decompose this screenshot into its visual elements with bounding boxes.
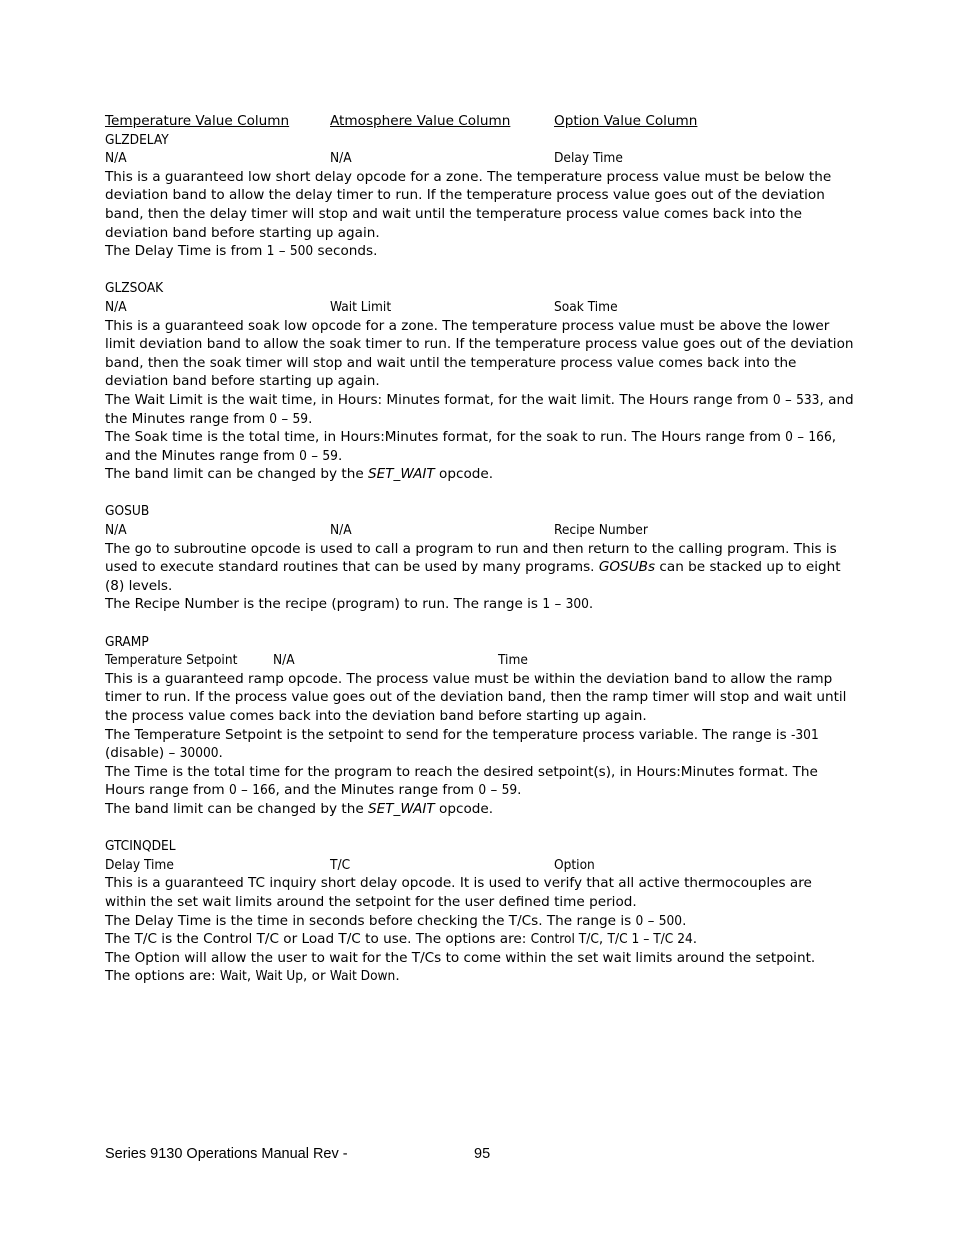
option-value: Time: [498, 652, 528, 669]
tc-options: The T/C is the Control T/C or Load T/C to use. The options are: Control T/C, T/C 1 – T/C 24.: [105, 931, 698, 948]
opcode-name: GTCINQDEL: [105, 838, 176, 855]
atmosphere-value: T/C: [330, 856, 351, 873]
wait-limit-range: The Wait Limit is the wait time, in Hours: Minutes format, for the wait limit. The Hours range from 0 – 533, and the Minutes range from 0 – 59.: [105, 391, 854, 427]
temperature-value: N/A: [105, 522, 127, 539]
option-value: Option: [554, 856, 595, 873]
option-values: The options are: Wait, Wait Up, or Wait Down.: [105, 968, 400, 985]
option-value: Delay Time: [554, 150, 623, 167]
opcode-description: This is a guaranteed low short delay opcode for a zone. The temperature process value must be below the deviation band to allow the delay timer to run. If the temperature process value goes out of the deviation band, then the delay timer will stop and wait until the temperature process value comes back into the deviation band before starting up again.: [105, 168, 832, 241]
atmosphere-value: N/A: [330, 522, 352, 539]
opcode-columns: [105, 149, 855, 168]
opcode-columns: [105, 856, 855, 875]
atmosphere-column-header: Atmosphere Value Column: [330, 113, 511, 129]
option-column-header: Option Value Column: [554, 113, 698, 129]
atmosphere-value: N/A: [273, 652, 295, 669]
footer-manual-title: Series 9130 Operations Manual Rev -: [105, 1146, 348, 1162]
recipe-number-range: The Recipe Number is the recipe (program) to run. The range is 1 – 300.: [105, 596, 594, 613]
opcode-columns: [105, 298, 855, 317]
option-value: Recipe Number: [554, 522, 648, 539]
opcode-name: GRAMP: [105, 633, 149, 650]
option-value: Soak Time: [554, 298, 618, 315]
temperature-column-header: Temperature Value Column: [105, 113, 290, 129]
option-description: The Option will allow the user to wait for the T/Cs to come within the set wait limits around the setpoint.: [105, 949, 816, 966]
opcode-description: This is a guaranteed TC inquiry short delay opcode. It is used to verify that all active thermocouples are within the set wait limits around the setpoint for the user defined time period.: [105, 875, 812, 910]
delay-time-range: The Delay Time is from 1 – 500 seconds.: [105, 243, 378, 260]
opcode-gramp: [105, 633, 855, 819]
time-range: The Time is the total time for the program to reach the desired setpoint(s), in Hours:Minutes format. The Hours range from 0 – 166, and the Minutes range from 0 – 59.: [105, 763, 818, 799]
band-limit-note: The band limit can be changed by the SET_WAIT opcode.: [105, 800, 494, 817]
opcode-description: This is a guaranteed ramp opcode. The process value must be within the deviation band to allow the ramp timer to run. If the process value goes out of the deviation band, then the ramp timer will stop and wait until the process value comes back into the deviation band before starting up again.: [105, 670, 847, 724]
opcode-name: GLZSOAK: [105, 280, 164, 297]
opcode-description: This is a guaranteed soak low opcode for a zone. The temperature process value must be above the lower limit deviation band to allow the soak timer to run. If the temperature process value goes out of the deviation band, then the soak timer will stop and wait until the temperature process value comes back into the deviation band before starting up again.: [105, 317, 854, 390]
soak-time-range: The Soak time is the total time, in Hours:Minutes format, for the soak to run. The Hours range from 0 – 166, and the Minutes range from 0 – 59.: [105, 429, 837, 464]
opcode-columns: [105, 651, 855, 670]
atmosphere-value: N/A: [330, 150, 352, 167]
temperature-value: Temperature Setpoint: [105, 652, 238, 669]
atmosphere-value: Wait Limit: [330, 298, 392, 315]
page-content: [105, 112, 855, 986]
delay-time-range: The Delay Time is the time in seconds before checking the T/Cs. The range is 0 – 500.: [105, 912, 687, 929]
temperature-value: Delay Time: [105, 856, 174, 873]
opcode-glzsoak: [105, 279, 855, 484]
temperature-value: N/A: [105, 298, 127, 315]
opcode-name: GOSUB: [105, 503, 150, 520]
opcode-columns: [105, 521, 855, 540]
opcode-glzdelay: [105, 131, 855, 261]
opcode-name: GLZDELAY: [105, 131, 169, 148]
opcode-gosub: [105, 502, 855, 614]
column-header-row: [105, 112, 855, 131]
setpoint-range: The Temperature Setpoint is the setpoint to send for the temperature process variable. The range is -301 (disable) – 30000.: [105, 726, 819, 762]
footer-page-number: 95: [474, 1146, 491, 1162]
opcode-description: The go to subroutine opcode is used to call a program to run and then return to the calling program. This is used to execute standard routines that can be used by many programs. GOSUBs can be stacked up to eight (8) levels.: [105, 540, 841, 594]
band-limit-note: The band limit can be changed by the SET_WAIT opcode.: [105, 466, 494, 483]
opcode-gtcinqdel: [105, 837, 855, 986]
temperature-value: N/A: [105, 150, 127, 167]
